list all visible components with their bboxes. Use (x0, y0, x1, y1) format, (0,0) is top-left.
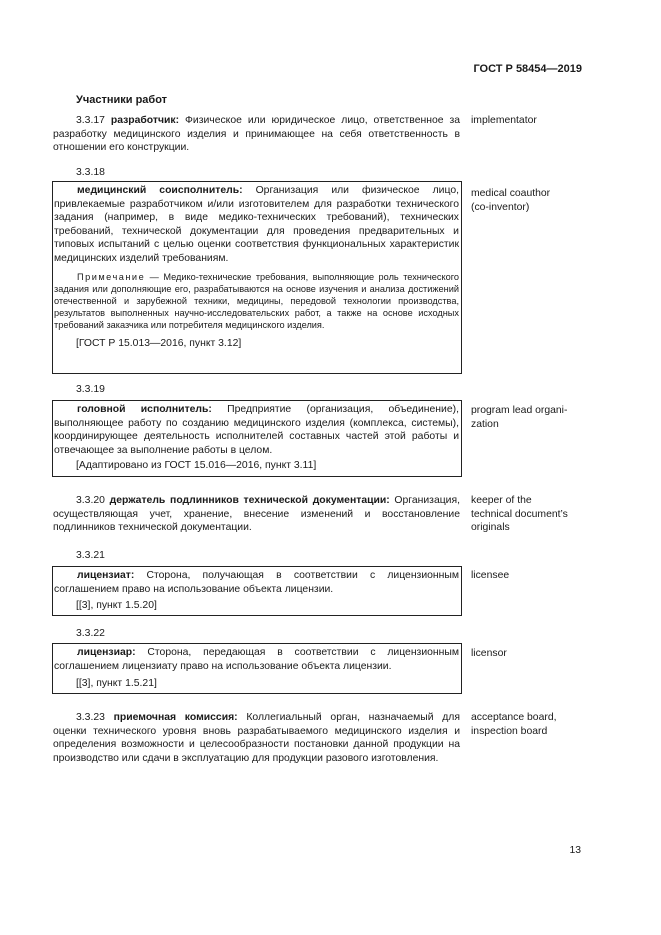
term-3-3-20 (53, 494, 460, 535)
term-box-3-3-18 (52, 181, 462, 374)
term-english: program lead organi- zation (471, 405, 568, 430)
term-3-3-23 (53, 711, 460, 765)
term-definition: Организация, осуществляющая учет, хранение, внесение изменений и восстановление подлинников технической документации. (53, 495, 460, 534)
term-definition: Коллегиальный орган, назначаемый для оценки технического уровня вновь разрабатываемого медицинского изделия и определения возможности и целесообразности постановки данной продукции на производство или сдачи в эксплуатацию для продукции разового изготовления. (53, 712, 460, 764)
term-name: лицензиат: (77, 570, 135, 581)
term-name: медицинский соисполнитель: (77, 185, 243, 196)
note-label: Примечание (77, 271, 146, 282)
term-name: лицензиар: (77, 647, 136, 658)
term-english: implementator (471, 115, 537, 126)
page-number: 13 (569, 845, 581, 856)
term-number: 3.3.18 (76, 167, 105, 178)
term-box-3-3-22 (52, 643, 462, 694)
term-english: acceptance board, inspection board (471, 712, 557, 737)
term-name: держатель подлинников технической документации: (109, 495, 390, 506)
term-source: [[3], пункт 1.5.20] (76, 600, 157, 612)
term-number: 3.3.23 (76, 712, 105, 723)
term-source: [Адаптировано из ГОСТ 15.016—2016, пункт 3.11] (76, 460, 317, 472)
standard-header: ГОСТ Р 58454—2019 (473, 63, 582, 75)
term-english: licensor (471, 648, 507, 659)
term-definition: Физическое или юридическое лицо, ответственное за разработку медицинского изделия и принимающее на себя ответственность в отношении его конструкции. (53, 115, 461, 154)
term-english: licensee (471, 570, 510, 581)
term-box-3-3-21 (52, 566, 462, 616)
term-definition: Предприятие (организация, объединение), выполняющее работу по созданию медицинского изделия (комплекса, системы), координирующее деятельность исполнителей составных частей этой работы и отвечающее за выполнение работы в целом. (54, 404, 459, 456)
term-source: [[3], пункт 1.5.21] (76, 678, 157, 690)
term-number: 3.3.19 (76, 384, 105, 395)
term-english: medical coauthor (co-inventor) (471, 188, 551, 213)
term-3-3-17 (53, 114, 460, 155)
term-name: приемочная комиссия: (113, 712, 238, 723)
term-source: [ГОСТ Р 15.013—2016, пункт 3.12] (76, 337, 242, 349)
term-number: 3.3.21 (76, 550, 105, 561)
term-number: 3.3.20 (76, 495, 105, 506)
term-note (54, 271, 459, 332)
term-number: 3.3.17 (76, 115, 105, 126)
term-box-3-3-19 (52, 400, 462, 477)
term-definition: Сторона, передающая в соответствии с лицензионным соглашением лицензиату право на использование объекта лицензии. (54, 647, 459, 672)
note-text: — Медико-технические требования, выполняющие роль технического задания или дополняющие его, разрабатываются на основе изучения и анализа достижений отечественной и зарубежной техники, медицины, передовой технологии производства, результатов выполненных научно-исследовательских работ, а также на основе исходных требований заказчика или потребителя медицинского изделия. (54, 271, 459, 331)
term-name: разработчик: (110, 115, 180, 126)
term-english: keeper of the technical document’s originals (471, 495, 568, 534)
term-definition: Организация или физическое лицо, привлекаемые разработчиком и/или изготовителем для разработки технического задания (например, в виде медико-технических требований), технических требований, технической документации для проведения предварительных и типовых испытаний с целью оценки соответствия функциональных характеристик медицинских изделий требованиям. (54, 185, 459, 264)
term-name: головной исполнитель: (77, 404, 212, 415)
section-title: Участники работ (76, 94, 168, 106)
term-definition: Сторона, получающая в соответствии с лицензионным соглашением право на использование объекта лицензии. (54, 570, 459, 595)
term-number: 3.3.22 (76, 628, 105, 639)
